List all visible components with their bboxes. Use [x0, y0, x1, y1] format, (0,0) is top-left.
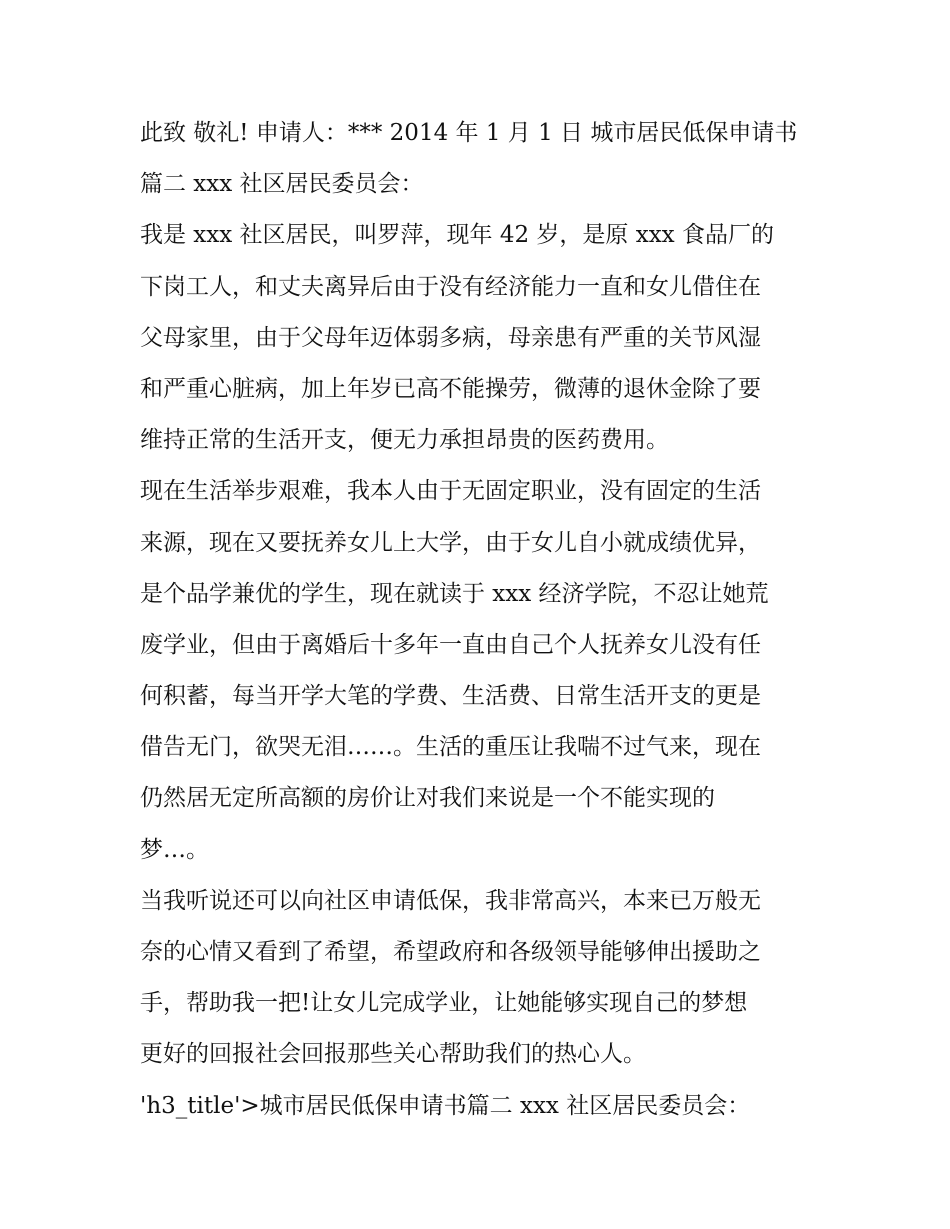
text-line: 父母家里，由于父母年迈体弱多病，母亲患有严重的关节风湿 [140, 324, 761, 351]
text-line: 来源，现在又要抚养女儿上大学，由于女儿自小就成绩优异， [140, 529, 761, 556]
text-line: 仍然居无定所高额的房价让对我们来说是一个不能实现的 [140, 785, 715, 812]
text-line: 和严重心脏病，加上年岁已高不能操劳，微薄的退休金除了要 [140, 375, 761, 402]
text-line: 当我听说还可以向社区申请低保，我非常高兴，本来已万般无 [140, 887, 761, 914]
text-line: 我是 xxx 社区居民，叫罗萍，现年 42 岁，是原 xxx 食品厂的 [140, 222, 774, 249]
text-line: 维持正常的生活开支，便无力承担昂贵的医药费用。 [140, 427, 669, 454]
text-line: 何积蓄，每当开学大笔的学费、生活费、日常生活开支的更是 [140, 683, 761, 710]
text-line: 梦…。 [140, 836, 209, 863]
text-line: 手，帮助我一把!让女儿完成学业，让她能够实现自己的梦想 [140, 990, 748, 1017]
text-line: 篇二 xxx 社区居民委员会： [140, 171, 424, 198]
document-body [140, 108, 830, 1132]
text-line: 'h3_title'>城市居民低保申请书篇二 xxx 社区居民委员会： [140, 1092, 751, 1119]
text-line: 废学业，但由于离婚后十多年一直由自己个人抚养女儿没有任 [140, 631, 761, 658]
text-line: 此致 敬礼! 申请人：*** 2014 年 1 月 1 日 城市居民低保申请书 [140, 120, 798, 146]
text-line: 借告无门，欲哭无泪……。生活的重压让我喘不过气来，现在 [140, 734, 761, 761]
text-line: 奈的心情又看到了希望，希望政府和各级领导能够伸出援助之 [140, 939, 761, 965]
text-line: 现在生活举步艰难，我本人由于无固定职业，没有固定的生活 [140, 478, 761, 505]
text-line: 更好的回报社会回报那些关心帮助我们的热心人。 [140, 1041, 646, 1068]
text-line: 是个品学兼优的学生，现在就读于 xxx 经济学院，不忍让她荒 [140, 580, 769, 607]
text-line: 下岗工人，和丈夫离异后由于没有经济能力一直和女儿借住在 [140, 273, 761, 300]
